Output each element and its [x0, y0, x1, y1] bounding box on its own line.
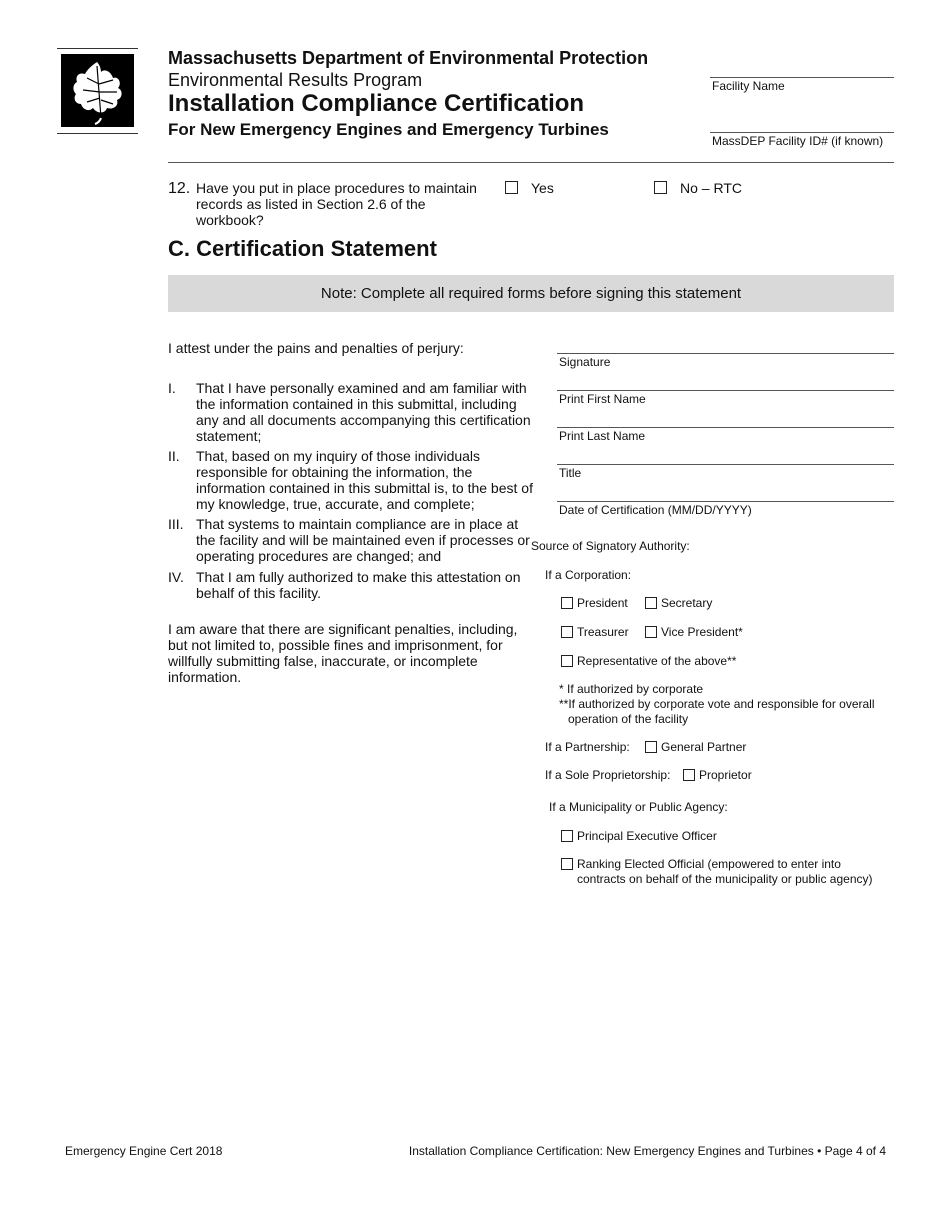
facility-id-label: MassDEP Facility ID# (if known): [712, 134, 884, 148]
statement-item: That I have personally examined and am familiar with the information contained in this submittal, including any and all documents accompanying this certification statement;: [196, 380, 531, 444]
proprietor-label: Proprietor: [699, 768, 752, 782]
facility-name-field[interactable]: [710, 77, 894, 78]
last-name-label: Print Last Name: [559, 429, 646, 443]
corporation-label: If a Corporation:: [545, 568, 632, 582]
partnership-label: If a Partnership:: [545, 740, 630, 754]
last-name-field[interactable]: [557, 427, 894, 428]
first-name-label: Print First Name: [559, 392, 646, 406]
yes-checkbox[interactable]: [505, 181, 518, 194]
treasurer-checkbox[interactable]: [561, 626, 573, 638]
corporate-vote-footnote: **If authorized by corporate vote and responsible for overall: [559, 697, 875, 711]
sole-proprietorship-label: If a Sole Proprietorship:: [545, 768, 671, 782]
ranking-official-label: Ranking Elected Official (empowered to enter into: [577, 857, 841, 871]
statement-item: That systems to maintain compliance are in place at the facility and will be maintained even if processes or operating procedures are changed; and: [196, 516, 530, 564]
vice-president-label: Vice President*: [661, 625, 743, 639]
president-label: President: [577, 596, 628, 610]
form-subtitle: For New Emergency Engines and Emergency Turbines: [168, 120, 609, 139]
signature-field[interactable]: [557, 353, 894, 354]
question-text: Have you put in place procedures to maintain records as listed in Section 2.6 of the workbook?: [196, 180, 477, 228]
program-name: Environmental Results Program: [168, 70, 423, 90]
footer-form-id: Emergency Engine Cert 2018: [65, 1144, 223, 1158]
agency-name: Massachusetts Department of Environmental Protection: [168, 48, 649, 68]
header-divider: [168, 162, 894, 163]
date-field[interactable]: [557, 501, 894, 502]
no-rtc-checkbox[interactable]: [654, 181, 667, 194]
facility-id-field[interactable]: [710, 132, 894, 133]
treasurer-label: Treasurer: [577, 625, 629, 639]
secretary-checkbox[interactable]: [645, 597, 657, 609]
representative-checkbox[interactable]: [561, 655, 573, 667]
signature-label: Signature: [559, 355, 611, 369]
statement-item: That, based on my inquiry of those individuals responsible for obtaining the information, the information contained in this submittal is, to the best of my knowledge, true, accurate, and complete;: [196, 448, 533, 512]
note-text: Note: Complete all required forms before signing this statement: [320, 285, 742, 302]
massdep-logo: [57, 48, 138, 134]
penalty-awareness-text: I am aware that there are significant penalties, including, but not limited to, possible fines and imprisonment, for willfully submitting false, inaccurate, or incomplete information.: [168, 621, 518, 685]
general-partner-label: General Partner: [661, 740, 747, 754]
item-number: III.: [168, 516, 184, 532]
vice-president-checkbox[interactable]: [645, 626, 657, 638]
form-title: Installation Compliance Certification: [168, 90, 585, 117]
first-name-field[interactable]: [557, 390, 894, 391]
statement-item: That I am fully authorized to make this attestation on behalf of this facility.: [196, 569, 521, 601]
facility-name-label: Facility Name: [712, 79, 785, 93]
title-field[interactable]: [557, 464, 894, 465]
principal-officer-label: Principal Executive Officer: [577, 829, 717, 843]
oak-leaf-icon: [61, 54, 134, 127]
secretary-label: Secretary: [661, 596, 713, 610]
item-number: II.: [168, 448, 180, 464]
title-label: Title: [559, 466, 582, 480]
no-rtc-label: No – RTC: [680, 180, 742, 196]
date-label: Date of Certification (MM/DD/YYYY): [559, 503, 752, 517]
item-number: IV.: [168, 569, 184, 585]
section-title: C. Certification Statement: [168, 236, 437, 261]
footer-page-info: Installation Compliance Certification: New Emergency Engines and Turbines • Page 4 of 4: [408, 1144, 886, 1158]
question-number: 12.: [168, 180, 191, 197]
president-checkbox[interactable]: [561, 597, 573, 609]
representative-label: Representative of the above**: [577, 654, 737, 668]
municipality-label: If a Municipality or Public Agency:: [549, 800, 728, 814]
yes-label: Yes: [531, 180, 554, 196]
note-banner: [168, 275, 894, 312]
corporate-vote-footnote-cont: operation of the facility: [568, 712, 689, 726]
principal-officer-checkbox[interactable]: [561, 830, 573, 842]
corporate-footnote: * If authorized by corporate: [559, 682, 704, 696]
attest-intro: I attest under the pains and penalties of perjury:: [168, 340, 464, 356]
authority-heading: Source of Signatory Authority:: [531, 539, 690, 553]
proprietor-checkbox[interactable]: [683, 769, 695, 781]
item-number: I.: [168, 380, 176, 396]
ranking-official-checkbox[interactable]: [561, 858, 573, 870]
ranking-official-label-cont: contracts on behalf of the municipality or public agency): [577, 872, 873, 886]
general-partner-checkbox[interactable]: [645, 741, 657, 753]
